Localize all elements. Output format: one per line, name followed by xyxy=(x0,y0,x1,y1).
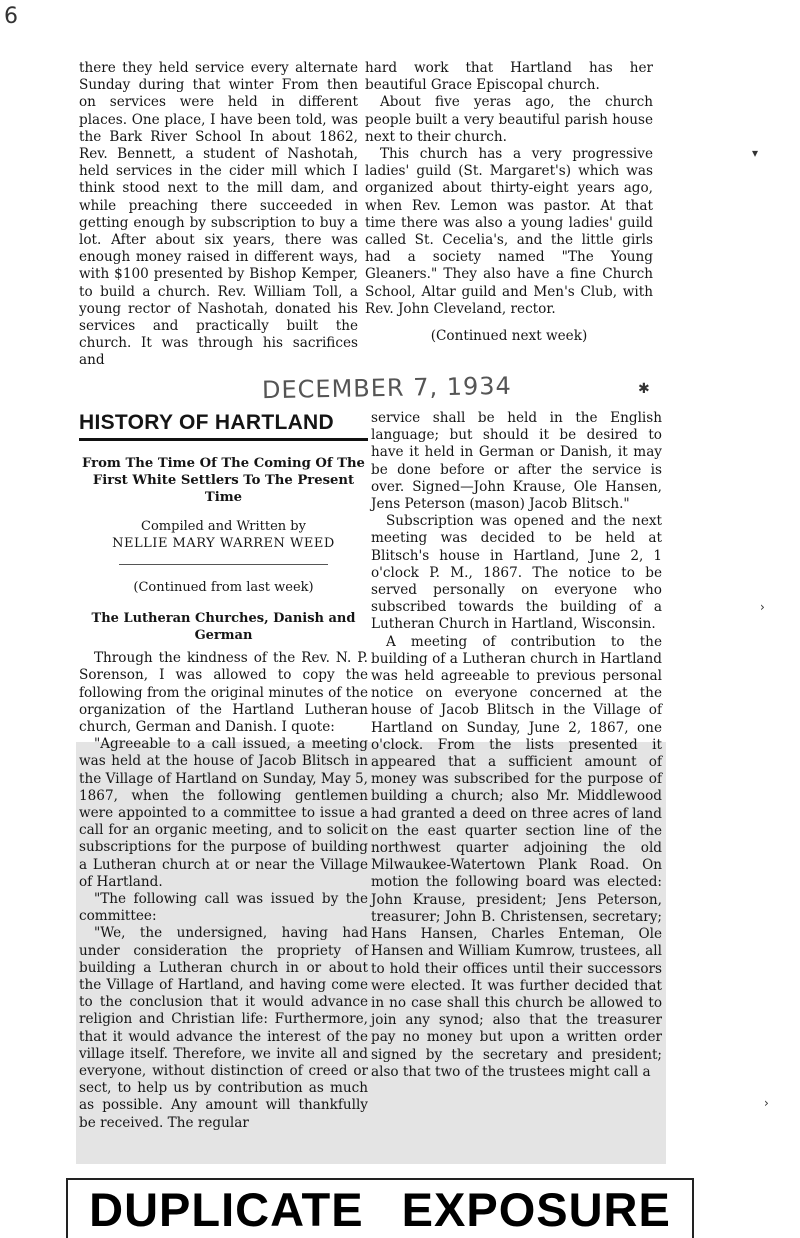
article-left-column xyxy=(79,410,368,1132)
duplicate-exposure-stamp xyxy=(66,1178,694,1238)
top-right-paragraph: hard work that Hartland has her beautiful Grace Episcopal church. xyxy=(365,60,653,94)
article-headline: HISTORY OF HARTLAND xyxy=(79,410,368,441)
ink-speck: ✱ xyxy=(638,381,650,397)
section-heading: The Lutheran Churches, Danish and German xyxy=(91,611,356,644)
article-paragraph: Subscription was opened and the next meeting was decided to be held at Blitsch's house in Hartland, June 2, 1 o'clock P. M., 1867. The notice to be served personally on everyone who subscribed towards the building of a Lutheran Church in Hartland, Wisconsin. xyxy=(371,513,662,633)
top-left-column xyxy=(79,60,358,370)
divider xyxy=(119,564,328,565)
continued-from-last-week: (Continued from last week) xyxy=(133,580,314,595)
ink-speck: › xyxy=(764,1096,769,1110)
article-paragraph: "The following call was issued by the committee: xyxy=(79,891,368,925)
article-byline: Compiled and Written by xyxy=(141,519,306,534)
top-right-paragraph: About five yeras ago, the church people built a very beautiful parish house next to their church. xyxy=(365,94,653,145)
top-left-paragraph: there they held service every alternate Sunday during that winter From then on services were held in different places. One place, I have been told, was the Bark River School In about 1862, Rev. Bennett, a student of Nashotah, held services in the cider mill which I think stood next to the mill dam, and while preaching there succeeded in getting enough by subscription to buy a lot. After about six years, there was enough money raised in different ways, with $100 presented by Bishop Kemper, to build a church. Rev. William Toll, a young rector of Nashotah, donated his services and practically built the church. It was through his sacrifices and xyxy=(79,60,358,369)
top-right-column xyxy=(365,60,653,345)
page-number: 6 xyxy=(4,4,18,29)
date-stamp: DECEMBER 7, 1934 xyxy=(261,371,513,405)
stamp-text: DUPLICATE EXPOSURE xyxy=(89,1182,671,1236)
ink-speck: › xyxy=(760,600,765,614)
ink-speck: ▾ xyxy=(752,146,759,160)
article-paragraph: A meeting of contribution to the building of a Lutheran church in Hartland was held agreeable to previous personal notice on everyone concerned at the house of Jacob Blitsch in the Village of Hartland on Sunday, June 2, 1867, one o'clock. From the lists presented it appeared that a sufficient amount of money was subscribed for the purpose of building a church; also Mr. Middlewood had granted a deed on three acres of land on the east quarter section line of the northwest quarter adjoining the old Milwaukee-Watertown Plank Road. On motion the following board was elected: John Krause, president; Jens Peterson, treasurer; John B. Christensen, secretary; Hans Hansen, Charles Enteman, Ole Hansen and William Kumrow, trustees, all to hold their offices until their successors were elected. It was further decided that in no case shall this church be allowed to join any synod; also that the treasurer pay no money but upon a written order signed by the secretary and president; also that two of the trustees might call a xyxy=(371,633,662,1080)
top-right-paragraph: This church has a very progressive ladies' guild (St. Margaret's) which was organized about thirty-eight years ago, when Rev. Lemon was pastor. At that time there was also a young ladies' guild called St. Cecelia's, and the little girls had a society named "The Young Gleaners." They also have a fine Church School, Altar guild and Men's Club, with Rev. John Cleveland, rector. xyxy=(365,146,653,317)
article-paragraph: Through the kindness of the Rev. N. P. Sorenson, I was allowed to copy the following from the original minutes of the organization of the Hartland Lutheran church, German and Danish. I quote: xyxy=(79,650,368,736)
article-paragraph: service shall be held in the English language; but should it be desired to have it held in German or Danish, it may be done before or after the service is over. Signed—John Krause, Ole Hansen, Jens Peterson (mason) Jacob Blitsch." xyxy=(371,410,662,513)
article-subhead: From The Time Of The Coming Of The First White Settlers To The Present Time xyxy=(82,456,365,505)
article-author: NELLIE MARY WARREN WEED xyxy=(112,536,335,551)
article-paragraph: "Agreeable to a call issued, a meeting was held at the house of Jacob Blitsch in the Village of Hartland on Sunday, May 5, 1867, when the following gentlemen were appointed to a committee to issue a call for an organic meeting, and to solicit subscriptions for the purpose of building a Lutheran church at or near the Village of Hartland. xyxy=(79,736,368,890)
article-paragraph: "We, the undersigned, having had under consideration the propriety of building a Lutheran church in or about the Village of Hartland, and having come to the conclusion that it would advance religion and Christian life: Furthermore, that it would advance the interest of the village itself. Therefore, we invite all and everyone, without distinction of creed or sect, to help us by contribution as much as possible. Any amount will thankfully be received. The regular xyxy=(79,925,368,1131)
continued-next-week: (Continued next week) xyxy=(430,328,588,345)
article-right-column xyxy=(371,410,662,1081)
